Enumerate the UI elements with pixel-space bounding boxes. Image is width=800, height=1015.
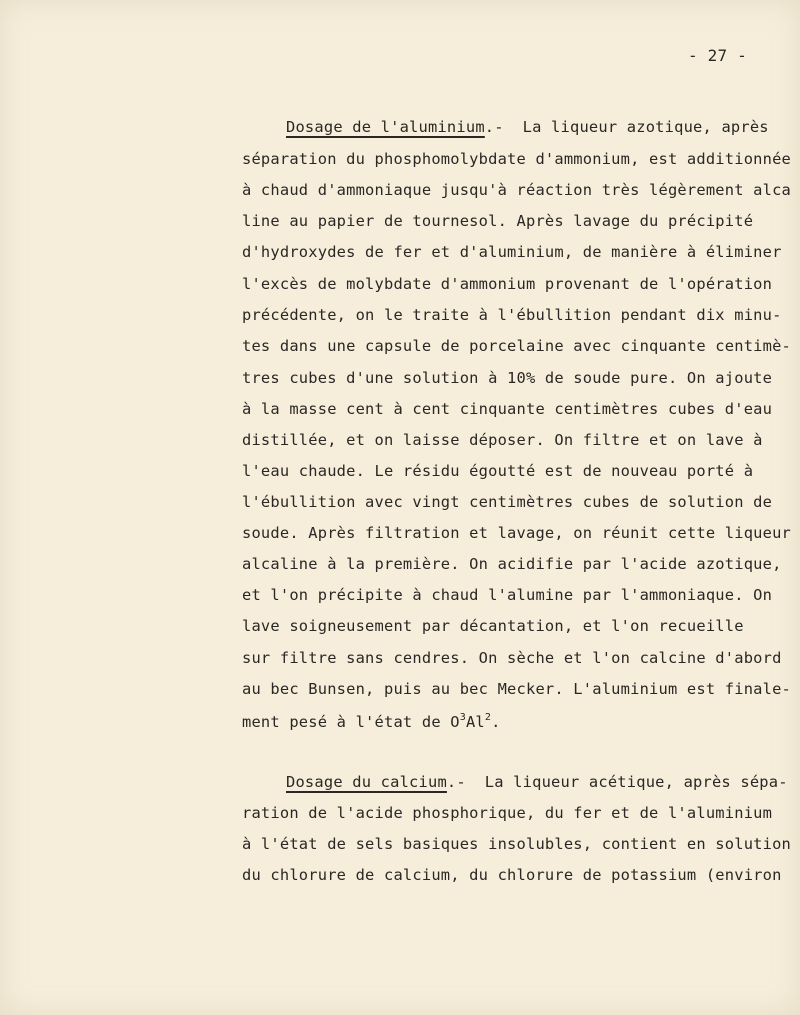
- section-heading: Dosage du calcium: [286, 773, 447, 791]
- section-heading: Dosage de l'aluminium: [286, 118, 485, 136]
- subscript-3: 3: [459, 712, 466, 723]
- body-line: l'excès de molybdate d'ammonium provenant de l'opération: [242, 275, 773, 293]
- body-line: d'hydroxydes de fer et d'aluminium, de manière à éliminer: [242, 243, 782, 261]
- body-line: lave soigneusement par décantation, et l'on recueille: [242, 617, 744, 635]
- body-line: distillée, et on laisse déposer. On filtre et on lave à: [242, 431, 763, 449]
- body-line: à l'état de sels basiques insolubles, contient en solution: [242, 835, 792, 853]
- section-heading-line: [286, 772, 788, 792]
- body-line: à chaud d'ammoniaque jusqu'à réaction très légèrement alca: [242, 181, 792, 199]
- body-line: sur filtre sans cendres. On sèche et l'on calcine d'abord: [242, 649, 782, 667]
- body-line: line au papier de tournesol. Après lavage du précipité: [242, 212, 754, 230]
- page-number: - 27 -: [688, 46, 747, 65]
- heading-continuation: .- La liqueur acétique, après sépa-: [446, 773, 788, 791]
- body-line: soude. Après filtration et lavage, on réunit cette liqueur: [242, 524, 792, 542]
- body-line: précédente, on le traite à l'ébullition pendant dix minu-: [242, 306, 782, 324]
- body-line: séparation du phosphomolybdate d'ammonium, est additionnée: [242, 150, 792, 168]
- section-heading-line: [286, 117, 769, 137]
- body-line: au bec Bunsen, puis au bec Mecker. L'aluminium est finale-: [242, 680, 792, 698]
- subscript-2: 2: [484, 712, 492, 723]
- body-line: à la masse cent à cent cinquante centimètres cubes d'eau: [242, 400, 773, 418]
- body-line: l'eau chaude. Le résidu égoutté est de nouveau porté à: [242, 462, 754, 480]
- body-line: du chlorure de calcium, du chlorure de potassium (environ: [242, 866, 782, 884]
- body-line: et l'on précipite à chaud l'alumine par l'ammoniaque. On: [242, 586, 773, 604]
- body-line: tres cubes d'une solution à 10% de soude pure. On ajoute: [242, 369, 773, 387]
- body-line: l'ébullition avec vingt centimètres cubes de solution de: [242, 493, 773, 511]
- body-line: tes dans une capsule de porcelaine avec cinquante centimè-: [242, 337, 792, 355]
- body-line: ration de l'acide phosphorique, du fer et de l'aluminium: [242, 804, 773, 822]
- body-line: alcaline à la première. On acidifie par l'acide azotique,: [242, 555, 782, 573]
- body-line-formula: ment pesé à l'état de $O^3Al^2$.: [242, 712, 501, 731]
- heading-continuation: .- La liqueur azotique, après: [484, 118, 769, 136]
